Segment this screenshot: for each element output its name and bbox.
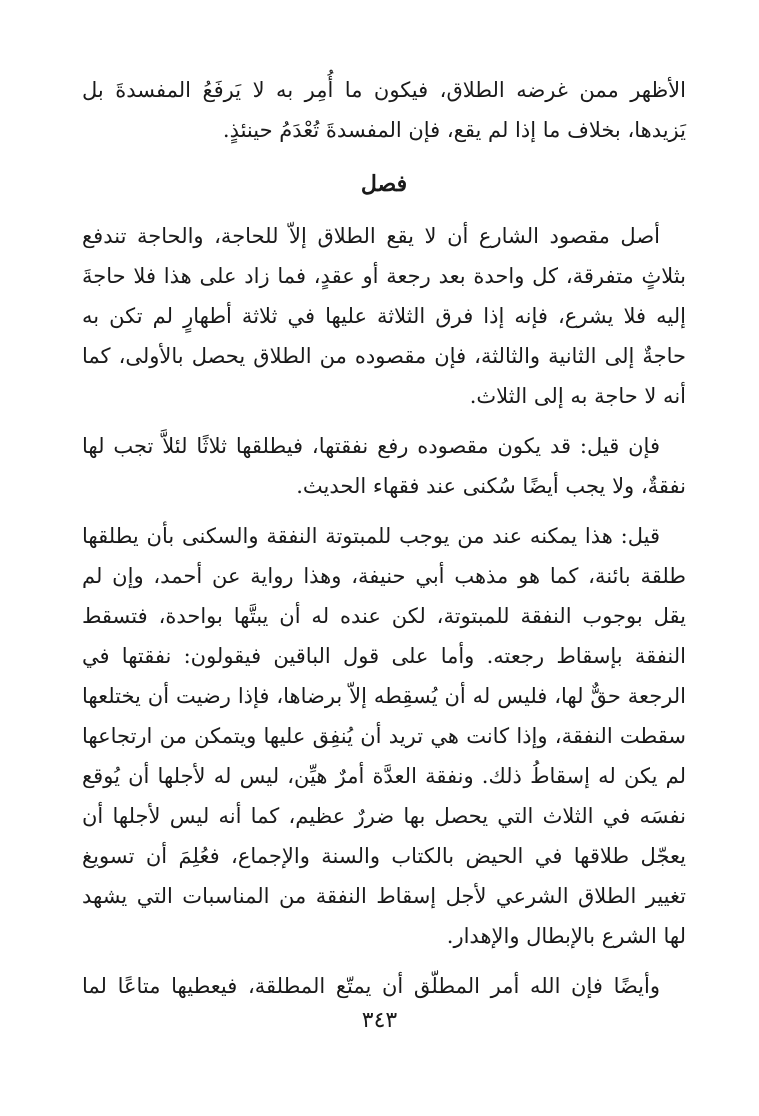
page-body	[82, 70, 686, 1006]
section-heading: فصل	[360, 171, 408, 197]
paragraph-3: قيل: هذا يمكنه عند من يوجب للمبتوتة النفقة والسكنى بأن يطلقها طلقة بائنة، كما هو مذهب أبي حنيفة، وهذا رواية عن أحمد، وإن لم يقل بوجوب النفقة للمبتوتة، لكن عنده له أن يبتَّها بواحدة، فتسقط النفقة بإسقاط رجعته. وأما على قول الباقين فيقولون: نفقتها في الرجعة حقٌّ لها، فليس له أن يُسقِطه إلاّ برضاها، فإذا رضيت أن يختلعها سقطت النفقة، وإذا كانت هي تريد أن يُنفِق عليها ويتمكن من ارتجاعها لم يكن له إسقاطُ ذلك. ونفقة العدَّة أمرٌ هيِّن، ليس له لأجلها أن يُوقع نفسَه في الثلاث التي يحصل بها ضررٌ عظيم، كما أنه ليس لأجلها أن يعجّل طلاقها في الحيض بالكتاب والسنة والإجماع، فعُلِمَ أن تسويغ تغيير الطلاق الشرعي لأجل إسقاط النفقة من المناسبات التي يشهد لها الشرع بالإبطال والإهدار.	[82, 524, 686, 948]
page-number: ٣٤٣	[361, 1008, 398, 1033]
paragraph-2: فإن قيل: قد يكون مقصوده رفع نفقتها، فيطلقها ثلاثًا لئلاَّ تجب لها نفقةٌ، ولا يجب أيضًا سُكنى عند فقهاء الحديث.	[82, 434, 686, 498]
paragraph-1: أصل مقصود الشارع أن لا يقع الطلاق إلاّ للحاجة، والحاجة تندفع بثلاثٍ متفرقة، كل واحدة بعد رجعة أو عقدٍ، فما زاد على هذا فلا حاجةَ إليه فلا يشرع، فإنه إذا فرق الثلاثة عليها في ثلاثة أطهارٍ لم تكن به حاجةٌ إلى الثانية والثالثة، فإن مقصوده من الطلاق يحصل بالأولى، كما أنه لا حاجة به إلى الثلاث.	[82, 224, 686, 408]
paragraph-4: وأيضًا فإن الله أمر المطلّق أن يمتّع المطلقة، فيعطيها متاعًا لما	[82, 974, 660, 998]
continuation-paragraph: الأظهر ممن غرضه الطلاق، فيكون ما أُمِر به لا يَرفَعُ المفسدةَ بل يَزيدها، بخلاف ما إذا لم يقع، فإن المفسدةَ تُعْدَمُ حينئذٍ.	[82, 78, 686, 142]
